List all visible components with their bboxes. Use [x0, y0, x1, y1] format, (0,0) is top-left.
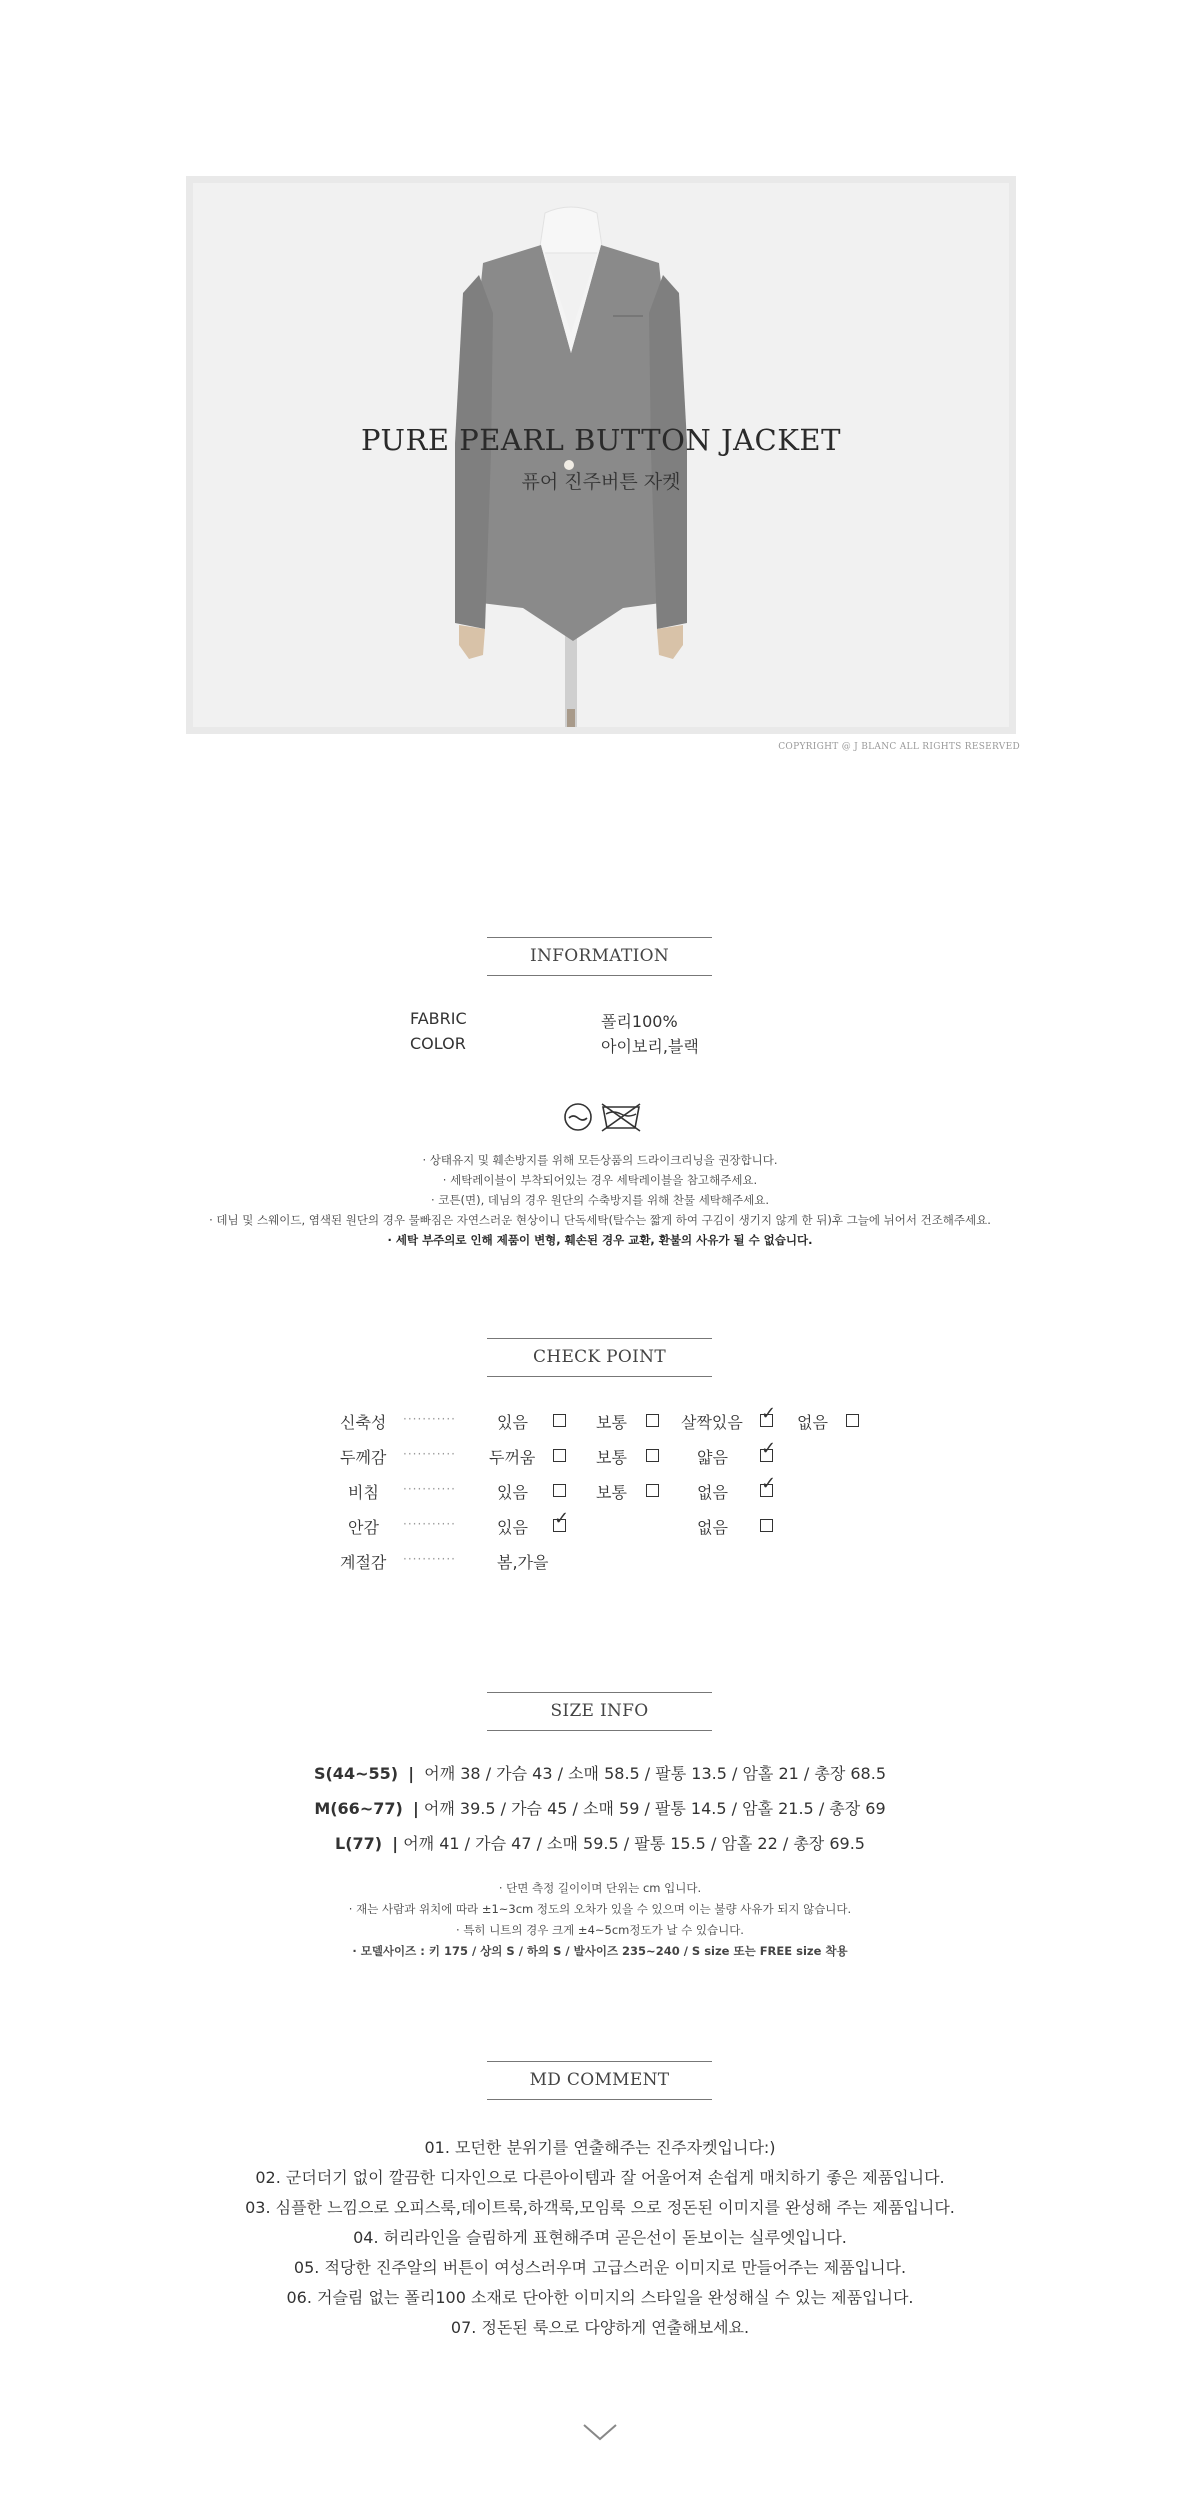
md-comment-header: MD COMMENT — [487, 2061, 712, 2100]
size-row-l — [0, 1831, 1200, 1854]
size-row-m — [0, 1796, 1200, 1819]
size-name: M(66~77) — [314, 1799, 403, 1818]
elasticity-checkbox-normal — [646, 1414, 659, 1427]
product-title: PURE PEARL BUTTON JACKET — [361, 423, 841, 457]
size-name: S(44~55) — [313, 1764, 399, 1783]
md-comment-line: 04. 허리라인을 슬림하게 표현해주며 곧은선이 돋보이는 실루엣입니다. — [353, 2228, 847, 2247]
thickness-checkbox-normal — [646, 1449, 659, 1462]
care-note-4: · 데님 및 스웨이드, 염색된 원단의 경우 물빠짐은 자연스러운 현상이니 단독세탁(탈수는 짧게 하여 구김이 생기지 않게 한 뒤)후 그늘에 뉘어서 건조해주세요. — [209, 1213, 991, 1227]
checkmark-icon: ✓ — [761, 1403, 777, 1424]
checkpoint-label-season: 계절감 — [340, 1553, 387, 1572]
product-hero-image — [186, 176, 1016, 734]
checkpoint-dots: ··········· — [403, 1482, 456, 1496]
sheerness-option-normal: 보통 — [596, 1483, 627, 1502]
lining-option-none: 없음 — [697, 1518, 728, 1537]
hand-wash-icon — [562, 1102, 594, 1132]
size-separator: | — [408, 1764, 415, 1783]
size-note-model: · 모델사이즈 : 키 175 / 상의 S / 하의 S / 발사이즈 235~240 / S size 또는 FREE size 착용 — [352, 1944, 848, 1958]
care-note-3: · 코튼(면), 데님의 경우 원단의 수축방지를 위해 찬물 세탁해주세요. — [430, 1193, 769, 1207]
size-detail: 어깨 41 / 가슴 47 / 소매 59.5 / 팔통 15.5 / 암홀 22 / 총장 69.5 — [403, 1834, 865, 1853]
size-note-1: · 단면 측정 길이이며 단위는 cm 입니다. — [498, 1881, 702, 1895]
size-name: L(77) — [335, 1834, 383, 1853]
color-value: 아이보리,블랙 — [601, 1037, 699, 1056]
md-comment-line: 06. 거슬림 없는 폴리100 소재로 단아한 이미지의 스타일을 완성해실 수 있는 제품입니다. — [286, 2288, 914, 2307]
checkpoint-dots: ··········· — [403, 1447, 456, 1461]
size-detail: 어깨 39.5 / 가슴 45 / 소매 59 / 팔통 14.5 / 암홀 21.5 / 총장 69 — [423, 1799, 886, 1818]
color-label: COLOR — [410, 1034, 466, 1053]
checkpoint-dots: ··········· — [403, 1552, 456, 1566]
checkmark-icon: ✓ — [761, 1438, 777, 1459]
thickness-checkbox-thick — [553, 1449, 566, 1462]
elasticity-checkbox-yes — [553, 1414, 566, 1427]
care-note-1: · 상태유지 및 훼손방지를 위해 모든상품의 드라이크리닝을 권장합니다. — [422, 1153, 778, 1167]
checkpoint-dots: ··········· — [403, 1517, 456, 1531]
size-separator: | — [392, 1834, 399, 1853]
size-note-3: · 특히 니트의 경우 크게 ±4~5cm정도가 날 수 있습니다. — [456, 1923, 744, 1937]
elasticity-option-normal: 보통 — [596, 1413, 627, 1432]
checkpoint-label-elasticity: 신축성 — [340, 1413, 387, 1432]
copyright-notice: COPYRIGHT @ J BLANC ALL RIGHTS RESERVED — [778, 742, 1020, 752]
size-note-2: · 재는 사람과 위치에 따라 ±1~3cm 정도의 오차가 있을 수 있으며 이는 불량 사유가 되지 않습니다. — [348, 1902, 852, 1916]
thickness-option-normal: 보통 — [596, 1448, 627, 1467]
checkpoint-label-lining: 안감 — [348, 1518, 379, 1537]
checkmark-icon: ✓ — [761, 1473, 777, 1494]
fabric-label: FABRIC — [410, 1009, 467, 1028]
checkpoint-header: CHECK POINT — [487, 1338, 712, 1377]
md-comment-line: 05. 적당한 진주알의 버튼이 여성스러우며 고급스러운 이미지로 만들어주는 제품입니다. — [293, 2258, 907, 2277]
sheerness-option-yes: 있음 — [497, 1483, 528, 1502]
size-info-header: SIZE INFO — [487, 1692, 712, 1731]
chevron-down-icon[interactable] — [580, 2420, 620, 2444]
product-subtitle: 퓨어 진주버튼 자켓 — [521, 471, 681, 493]
thickness-option-thick: 두꺼움 — [489, 1448, 536, 1467]
size-row-s — [0, 1761, 1200, 1784]
elasticity-option-none: 없음 — [797, 1413, 828, 1432]
elasticity-option-slight: 살짝있음 — [681, 1413, 743, 1432]
care-note-2: · 세탁레이블이 부착되어있는 경우 세탁레이블을 참고해주세요. — [442, 1173, 758, 1187]
checkpoint-label-thickness: 두께감 — [340, 1448, 387, 1467]
thickness-option-thin: 얇음 — [697, 1448, 728, 1467]
checkpoint-dots: ··········· — [403, 1412, 456, 1426]
checkmark-icon: ✓ — [554, 1508, 570, 1529]
information-header: INFORMATION — [487, 937, 712, 976]
elasticity-option-yes: 있음 — [497, 1413, 528, 1432]
lining-checkbox-none — [760, 1519, 773, 1532]
md-comment-line: 03. 심플한 느낌으로 오피스룩,데이트룩,하객룩,모임룩 으로 정돈된 이미지를 완성해 주는 제품입니다. — [245, 2198, 955, 2217]
md-comment-line: 02. 군더더기 없이 깔끔한 디자인으로 다른아이템과 잘 어울어져 손쉽게 매치하기 좋은 제품입니다. — [255, 2168, 945, 2187]
sheerness-option-none: 없음 — [697, 1483, 728, 1502]
size-detail: 어깨 38 / 가슴 43 / 소매 58.5 / 팔통 13.5 / 암홀 21 / 총장 68.5 — [424, 1764, 887, 1783]
fabric-value: 폴리100% — [601, 1012, 678, 1031]
care-note-5: · 세탁 부주의로 인해 제품이 변형, 훼손된 경우 교환, 환불의 사유가 될 수 없습니다. — [387, 1233, 813, 1247]
elasticity-checkbox-none — [846, 1414, 859, 1427]
md-comment-line: 01. 모던한 분위기를 연출해주는 진주자켓입니다:) — [424, 2138, 776, 2157]
md-comment-line: 07. 정돈된 룩으로 다양하게 연출해보세요. — [450, 2318, 750, 2337]
no-bleach-icon — [600, 1102, 642, 1132]
sheerness-checkbox-yes — [553, 1484, 566, 1497]
checkpoint-label-sheerness: 비침 — [348, 1483, 379, 1502]
season-value: 봄,가을 — [497, 1553, 549, 1572]
size-separator: | — [412, 1799, 419, 1818]
sheerness-checkbox-normal — [646, 1484, 659, 1497]
lining-option-yes: 있음 — [497, 1518, 528, 1537]
